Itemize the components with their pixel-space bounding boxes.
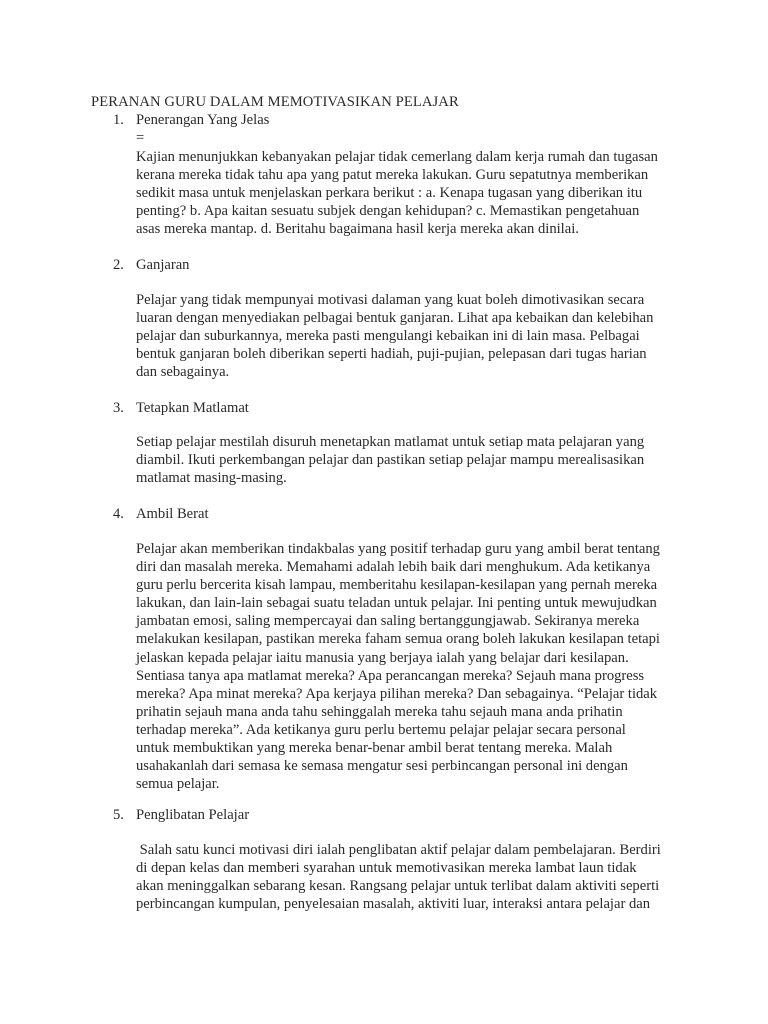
paragraph-line: Kajian menunjukkan kebanyakan pelajar tidak cemerlang dalam kerja rumah dan tugasan xyxy=(136,149,658,165)
paragraph-line: matlamat masing-masing. xyxy=(136,470,287,487)
item-2-heading: Ganjaran xyxy=(136,257,190,273)
paragraph-line: di depan kelas dan memberi syarahan untuk memotivasikan mereka lambat laun tidak xyxy=(136,860,637,877)
item-2-paragraph xyxy=(136,291,686,381)
paragraph-line: diri dan masalah mereka. Memahami adalah lebih baik dari menghukum. Ada ketikanya xyxy=(136,559,651,576)
paragraph-line: dan sebagainya. xyxy=(136,364,230,381)
paragraph-line: lakukan, dan lain-lain sebagai suatu teladan untuk pelajar. Ini penting untuk mewujudkan xyxy=(136,595,657,612)
paragraph-line: usahakanlah dari semasa ke semasa mengatur sesi perbincangan personal ini dengan xyxy=(136,758,628,775)
item-1-marker: = xyxy=(136,130,145,146)
item-3-number: 3. xyxy=(113,400,124,416)
item-3-heading: Tetapkan Matlamat xyxy=(136,400,249,416)
paragraph-line: Pelajar akan memberikan tindakbalas yang positif terhadap guru yang ambil berat tentang xyxy=(136,541,660,557)
paragraph-line: Sentiasa tanya apa matlamat mereka? Apa perancangan mereka? Sejauh mana progress xyxy=(136,667,645,684)
item-1-heading: Penerangan Yang Jelas xyxy=(136,112,270,128)
paragraph-line: melakukan kesilapan, pastikan mereka faham semua orang boleh lakukan kesilapan tetapi xyxy=(136,631,660,648)
paragraph-line: asas mereka mantap. d. Beritahu bagaimana hasil kerja mereka akan dinilai. xyxy=(136,221,579,238)
item-1-number: 1. xyxy=(113,112,124,128)
paragraph-line: kerana mereka tidak tahu apa yang patut mereka lakukan. Guru sepatutnya memberikan xyxy=(136,167,649,184)
item-4-paragraph xyxy=(136,540,686,793)
paragraph-line: sedikit masa untuk menjelaskan perkara berikut : a. Kenapa tugasan yang diberikan itu xyxy=(136,185,643,202)
item-2-number: 2. xyxy=(113,257,124,273)
paragraph-line: perbincangan kumpulan, penyelesaian masalah, aktiviti luar, interaksi antara pelajar dan xyxy=(136,896,651,913)
paragraph-line: diambil. Ikuti perkembangan pelajar dan pastikan setiap pelajar mampu merealisasikan xyxy=(136,452,645,469)
paragraph-line: penting? b. Apa kaitan sesuatu subjek dengan kehidupan? c. Memastikan pengetahuan xyxy=(136,203,640,220)
item-5-number: 5. xyxy=(113,807,124,823)
paragraph-line: prihatin sejauh mana anda tahu sehinggalah mereka tahu sejauh mana anda prihatin xyxy=(136,703,623,720)
item-5-heading: Penglibatan Pelajar xyxy=(136,807,250,823)
item-1-paragraph xyxy=(136,148,686,238)
paragraph-line: jambatan emosi, saling mempercayai dan saling bertanggungjawab. Sekiranya mereka xyxy=(136,613,640,630)
paragraph-line: jelaskan kepada pelajar iaitu manusia yang berjaya ialah yang belajar dari kesilapan. xyxy=(136,649,629,666)
paragraph-line: Setiap pelajar mestilah disuruh menetapkan matlamat untuk setiap mata pelajaran yang xyxy=(136,434,645,450)
paragraph-line: guru perlu bercerita kisah lampau, memberitahu kesilapan-kesilapan yang pernah mereka xyxy=(136,577,658,594)
item-3-paragraph xyxy=(136,433,686,487)
paragraph-line: untuk membuktikan yang mereka benar-benar ambil berat tentang mereka. Malah xyxy=(136,740,613,757)
paragraph-line: pelajar dan suburkannya, mereka pasti mengulangi kebaikan ini di lain masa. Pelbagai xyxy=(136,328,640,345)
item-5-paragraph xyxy=(136,841,686,913)
paragraph-line: bentuk ganjaran boleh diberikan seperti hadiah, puji-pujian, pelepasan dari tugas harian xyxy=(136,346,647,363)
item-4-number: 4. xyxy=(113,506,124,522)
paragraph-line: terhadap mereka”. Ada ketikanya guru perlu bertemu pelajar pelajar secara personal xyxy=(136,721,626,738)
paragraph-line: mereka? Apa minat mereka? Apa kerjaya pilihan mereka? Dan sebagainya. “Pelajar tidak xyxy=(136,685,658,702)
paragraph-line: semua pelajar. xyxy=(136,776,220,793)
paragraph-line: akan meninggalkan sebarang kesan. Rangsang pelajar untuk terlibat dalam aktiviti seperti xyxy=(136,878,660,895)
item-4-heading: Ambil Berat xyxy=(136,506,209,522)
paragraph-line: luaran dengan menyediakan pelbagai bentuk ganjaran. Lihat apa kebaikan dan kelebihan xyxy=(136,310,654,327)
document-title: PERANAN GURU DALAM MEMOTIVASIKAN PELAJAR xyxy=(91,94,459,110)
paragraph-line: Salah satu kunci motivasi diri ialah penglibatan aktif pelajar dalam pembelajaran. Berdiri xyxy=(136,842,661,858)
paragraph-line: Pelajar yang tidak mempunyai motivasi dalaman yang kuat boleh dimotivasikan secara xyxy=(136,292,645,308)
